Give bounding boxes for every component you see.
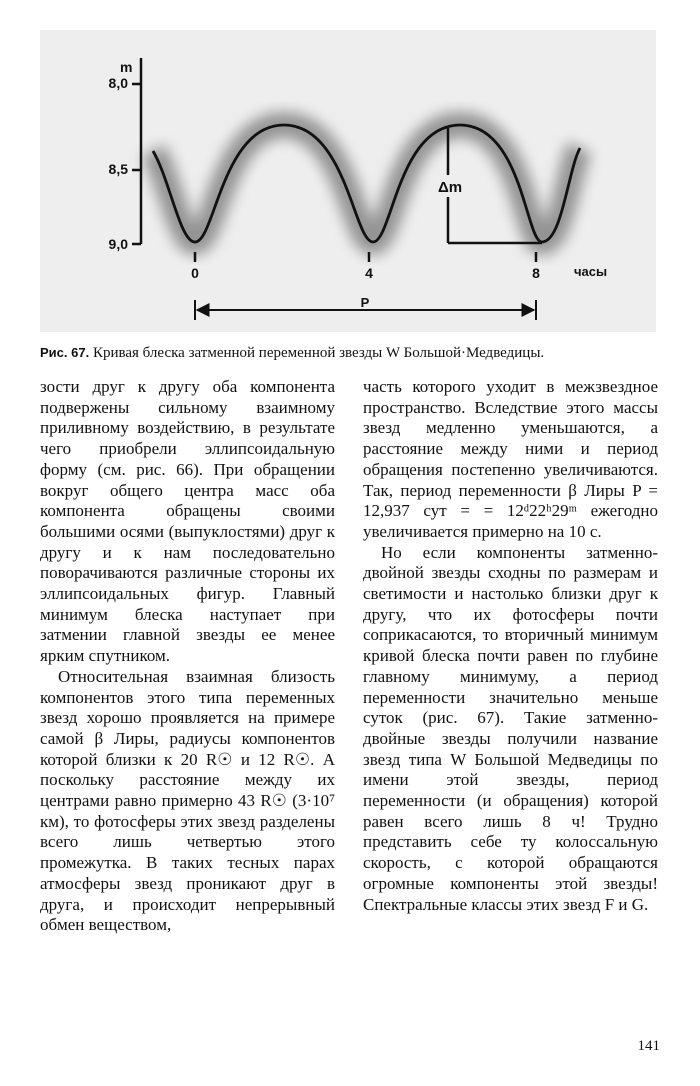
- x-tick-label: 8: [532, 265, 540, 281]
- text-column-left: [40, 377, 335, 936]
- delta-m-label: Δm: [438, 179, 463, 196]
- x-tick-label: 0: [191, 265, 199, 281]
- light-curve-figure: [40, 30, 656, 332]
- y-tick-label: 8,5: [108, 161, 128, 177]
- paragraph: часть которого уходит в межзвездное пространство. Вследствие этого массы звезд медленно уменьшаются, а расстояние между ними и период обращения постепенно увеличиваются. Так, период переменности β Лиры P = 12,937 сут = = 12ᵈ22ʰ29ᵐ ежегодно увеличивается примерно на 10 с.: [363, 377, 658, 541]
- paragraph: Относительная взаимная близость компонентов этого типа переменных звезд хорошо проявляется на примере самой β Лиры, радиусы компонентов которой близки к 20 R☉ и 12 R☉. А поскольку расстояние между их центрами равно примерно 43 R☉ (3·10⁷ км), то фотосферы этих звезд разделены всего лишь четвертью этого промежутка. В таких тесных парах атмосферы звезд проникают друг в друга, и происходит непрерывный обмен веществом,: [40, 666, 335, 935]
- paragraph: зости друг к другу оба компонента подвержены сильному взаимному приливному воздействию, в результате чего приобрели эллипсоидальную форму (см. рис. 66). При обращении вокруг общего центра масс оба компонента обращены своими большими осями (выпуклостями) друг к другу и к нам последовательно поворачиваются различные стороны их эллипсоидальных фигур. Главный минимум блеска наступает при затмении главной звезды ее менее ярким спутником.: [40, 377, 335, 666]
- x-tick-label: 4: [365, 265, 373, 281]
- caption-label: Рис. 67.: [40, 345, 90, 360]
- light-curve-glow: [153, 125, 580, 242]
- y-tick-label: 9,0: [108, 236, 128, 252]
- text-column-right: [363, 377, 658, 915]
- y-unit-label: m: [120, 59, 133, 75]
- y-tick-label: 8,0: [108, 75, 128, 91]
- page-number: 141: [637, 1038, 660, 1054]
- figure-caption: [40, 344, 670, 362]
- period-label: P: [360, 295, 370, 310]
- x-unit-label: часы: [574, 264, 608, 279]
- paragraph: Но если компоненты затменно-двойной звезды сходны по размерам и светимости и настолько близки друг к другу, что их фотосферы почти соприкасаются, то вторичный минимум кривой блеска почти равен по глубине главному минимуму, а период переменности значительно меньше суток (рис. 67). Такие затменно-двойные звезды получили название звезд типа W Большой Медведицы по имени этой звезды, период переменности (и обращения) которой равен всего лишь 8 ч! Трудно представить себе ту колоссальную скорость, с которой обращаются огромные компоненты этой звезды! Спектральные классы этих звезд F и G.: [363, 542, 658, 914]
- caption-text: Кривая блеска затменной переменной звезды W Большой·Медведицы.: [92, 345, 545, 361]
- light-curve-chart: [40, 30, 656, 332]
